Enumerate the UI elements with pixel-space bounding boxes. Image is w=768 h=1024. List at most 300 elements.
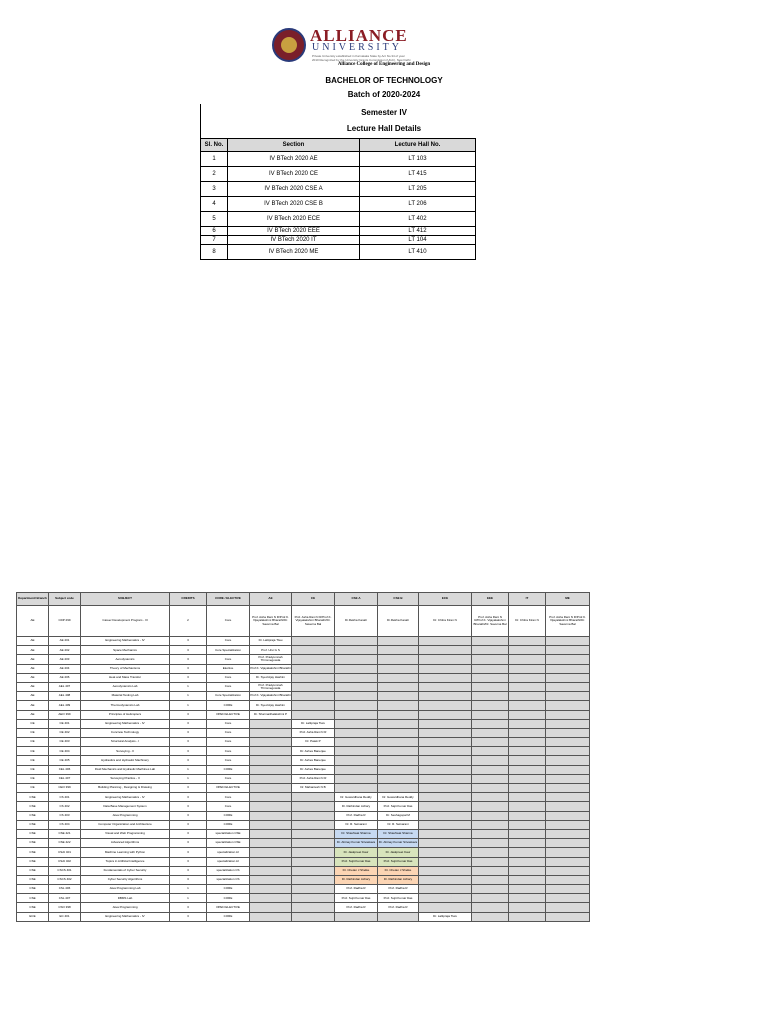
table-cell [472, 765, 509, 774]
table-cell: Dr. Gowardhana Reddy [378, 793, 419, 802]
table-cell [292, 885, 335, 894]
table-cell [378, 738, 419, 747]
column-header: CREDITS [170, 593, 207, 606]
table-cell [335, 655, 378, 664]
table-row [17, 793, 590, 802]
table-cell: Surveying Practice - II [81, 774, 170, 783]
table-cell: Thermodynamics Lab [81, 701, 170, 710]
table-cell [250, 811, 292, 820]
program-title: BACHELOR OF TECHNOLOGY [325, 76, 443, 85]
table-cell: CSE [17, 903, 49, 912]
table-cell [419, 820, 472, 829]
table-cell [292, 682, 335, 691]
table-row [17, 802, 590, 811]
table-cell: CE 401 [49, 719, 81, 728]
table-cell: Prof. Pradyumnah Thimmegowda [250, 682, 292, 691]
table-cell [472, 839, 509, 848]
table-cell [419, 664, 472, 673]
table-row [17, 839, 590, 848]
table-cell: Dr. Shashwat Sharma [335, 829, 378, 838]
column-header: CSE B [378, 593, 419, 606]
table-cell: CORE [207, 811, 250, 820]
column-header: SUBJECT [81, 593, 170, 606]
table-cell: 3 [170, 664, 207, 673]
table-cell: Dr. Chetan J Shelke [378, 866, 419, 875]
table-cell: 3 [170, 875, 207, 884]
table-cell: specialization CSE [207, 839, 250, 848]
table-cell [292, 655, 335, 664]
table-cell: AE [17, 637, 49, 646]
table-cell: Core [207, 756, 250, 765]
table-cell [292, 793, 335, 802]
table-cell: CSAI 402 [49, 857, 81, 866]
table-cell: CSE 421 [49, 829, 81, 838]
table-cell: Prof. Radha R [335, 885, 378, 894]
table-cell [250, 912, 292, 921]
table-cell: IV BTech 2020 EEE [228, 227, 360, 236]
table-cell [472, 701, 509, 710]
table-cell [472, 802, 509, 811]
table-cell [546, 811, 590, 820]
table-cell [472, 894, 509, 903]
column-header: ME [546, 593, 590, 606]
table-cell [419, 692, 472, 701]
table-header-row [201, 139, 476, 152]
table-cell: Java Programming [81, 811, 170, 820]
table-cell: 1 [170, 894, 207, 903]
table-row [201, 236, 476, 245]
column-header: Lecture Hall No. [360, 139, 476, 152]
table-cell: CEL 406 [49, 765, 81, 774]
table-cell [509, 747, 546, 756]
table-cell [509, 682, 546, 691]
table-cell: Core [207, 802, 250, 811]
table-cell: LT 402 [360, 212, 476, 227]
table-row [17, 673, 590, 682]
table-cell [546, 728, 590, 737]
table-cell: Elective [207, 664, 250, 673]
table-cell [546, 903, 590, 912]
table-cell: Aerodynamics Lab [81, 682, 170, 691]
table-cell: Prof. Sujit Kumar Das [335, 894, 378, 903]
table-cell: CSL 407 [49, 894, 81, 903]
table-cell: IV BTech 2020 ECE [228, 212, 360, 227]
table-cell: CSE [17, 857, 49, 866]
table-cell: OPEN ELECTIVE [207, 903, 250, 912]
table-cell: CS 402 [49, 802, 81, 811]
table-cell [292, 848, 335, 857]
table-cell: 1 [170, 765, 207, 774]
table-cell [335, 784, 378, 793]
table-cell [250, 756, 292, 765]
table-cell [250, 885, 292, 894]
table-cell: Prof. Asha Rani N R/Prof.K. Vijayalakshmi Bharathi/Dr. Saverna Bal [250, 606, 292, 637]
table-cell: AE [17, 673, 49, 682]
table-cell: Dr. Chitra Kiran N [419, 606, 472, 637]
table-cell: CSE [17, 839, 49, 848]
table-cell [546, 839, 590, 848]
table-cell [419, 765, 472, 774]
table-cell [292, 894, 335, 903]
table-cell: Surveying - II [81, 747, 170, 756]
table-cell [378, 682, 419, 691]
table-cell [509, 655, 546, 664]
table-row [17, 664, 590, 673]
table-cell: Dr. Chitra Kiran N [509, 606, 546, 637]
table-cell [335, 682, 378, 691]
table-cell [378, 784, 419, 793]
table-cell: Core [207, 606, 250, 637]
table-cell [335, 646, 378, 655]
table-cell: OPEN ELECTIVE [207, 784, 250, 793]
table-cell: Dr. Chetan J Shelke [335, 866, 378, 875]
table-cell: CSE 422 [49, 839, 81, 848]
table-cell: 3 [170, 839, 207, 848]
table-cell [472, 912, 509, 921]
table-cell [378, 747, 419, 756]
table-cell [472, 784, 509, 793]
table-cell [509, 637, 546, 646]
table-cell: 1 [201, 152, 228, 167]
table-cell [419, 839, 472, 848]
table-cell [546, 866, 590, 875]
table-cell: CEO 399 [49, 784, 81, 793]
table-cell: Dr. Seshagopal M [378, 811, 419, 820]
table-cell [250, 738, 292, 747]
table-cell [509, 710, 546, 719]
table-cell [509, 774, 546, 783]
table-cell: CE 404 [49, 747, 81, 756]
table-cell: Engineering Mathematics - IV [81, 793, 170, 802]
table-cell: Principles of Helicopters [81, 710, 170, 719]
table-cell [250, 820, 292, 829]
table-cell [292, 829, 335, 838]
table-cell [546, 802, 590, 811]
table-cell [546, 701, 590, 710]
table-cell: CSCS 402 [49, 875, 81, 884]
table-row [17, 606, 590, 637]
table-cell [546, 912, 590, 921]
table-cell: CORE [207, 912, 250, 921]
table-cell [546, 692, 590, 701]
table-cell: Building Planning , Designing & Drawing [81, 784, 170, 793]
table-cell: specialization AI [207, 848, 250, 857]
table-cell: 3 [170, 820, 207, 829]
table-cell [509, 692, 546, 701]
table-cell: CDP 299 [49, 606, 81, 637]
table-cell: IV BTech 2020 ME [228, 245, 360, 260]
table-cell: Dr.Rekha Kanah [335, 606, 378, 637]
table-cell: CEL 407 [49, 774, 81, 783]
table-row [17, 747, 590, 756]
table-cell [335, 664, 378, 673]
table-cell [292, 866, 335, 875]
table-cell [292, 664, 335, 673]
table-cell: AE [17, 692, 49, 701]
table-cell: CORE [207, 765, 250, 774]
table-cell: 4 [201, 197, 228, 212]
table-row [17, 701, 590, 710]
table-cell: Dr. R. Selvarani [378, 820, 419, 829]
table-cell: Aerodynamics [81, 655, 170, 664]
table-cell: Prof. Radha R [378, 903, 419, 912]
table-cell [472, 903, 509, 912]
table-cell: CSE [17, 866, 49, 875]
table-cell: 3 [170, 857, 207, 866]
table-cell: Dr. Ashes Banerjee [292, 756, 335, 765]
table-cell [250, 793, 292, 802]
table-cell [546, 756, 590, 765]
table-cell [419, 719, 472, 728]
table-cell [546, 673, 590, 682]
table-cell [250, 829, 292, 838]
table-cell [335, 747, 378, 756]
table-cell: CE 402 [49, 728, 81, 737]
table-cell [335, 710, 378, 719]
table-cell [419, 738, 472, 747]
table-cell [509, 857, 546, 866]
table-cell [378, 701, 419, 710]
table-cell: 3 [170, 710, 207, 719]
table-cell [250, 866, 292, 875]
table-cell: Prof. Pradyumnah Thimmegowda [250, 655, 292, 664]
table-cell: Dr. Patek P [292, 738, 335, 747]
table-cell [419, 701, 472, 710]
table-cell [472, 682, 509, 691]
table-cell [419, 673, 472, 682]
table-cell: OPEN ELECTIVE [207, 710, 250, 719]
table-cell: 3 [170, 646, 207, 655]
table-cell: Core [207, 793, 250, 802]
table-cell: 3 [170, 903, 207, 912]
table-cell: 3 [201, 182, 228, 197]
logo-caption: Private University established in Karnataka State by Act No.34 of year 2010 Recognized by the University Grants Commission (UGC), New Delhi [312, 54, 411, 62]
table-cell [292, 839, 335, 848]
table-cell: CSE [17, 894, 49, 903]
table-cell: Dr. Abinay Kumar Srivastava [378, 839, 419, 848]
column-header: Department/ Branch [17, 593, 49, 606]
table-cell [509, 738, 546, 747]
table-cell [509, 894, 546, 903]
table-cell: specialization CSE [207, 829, 250, 838]
table-cell: IV BTech 2020 CSE B [228, 197, 360, 212]
table-cell [509, 701, 546, 710]
table-row [17, 646, 590, 655]
table-cell [472, 637, 509, 646]
table-cell: Dr. Rathindan Achary [335, 875, 378, 884]
table-cell [250, 857, 292, 866]
table-cell [472, 664, 509, 673]
table-cell [546, 710, 590, 719]
table-cell: ECE [17, 912, 49, 921]
table-cell: CE 403 [49, 738, 81, 747]
table-cell [509, 820, 546, 829]
table-cell: CSO 398 [49, 903, 81, 912]
table-cell [472, 673, 509, 682]
table-row [17, 829, 590, 838]
table-cell [509, 765, 546, 774]
table-cell [250, 728, 292, 737]
table-cell: specialization CS [207, 875, 250, 884]
table-cell: IV BTech 2020 CE [228, 167, 360, 182]
column-header: AE [250, 593, 292, 606]
table-cell: Machine Learning with Python [81, 848, 170, 857]
table-cell: CSE [17, 848, 49, 857]
table-cell: Prof. Asha Rani N R/Prof.K. Vijayalakshmi Bharathi/Dr. Saverna Bal [292, 606, 335, 637]
table-cell: CSE [17, 793, 49, 802]
table-cell: AEL 407 [49, 682, 81, 691]
table-cell: Prof. Radha R [378, 885, 419, 894]
table-cell [546, 719, 590, 728]
table-cell: specialization CS [207, 866, 250, 875]
table-cell: LT 205 [360, 182, 476, 197]
table-cell: Material Testing Lab [81, 692, 170, 701]
table-cell [546, 664, 590, 673]
table-row [17, 756, 590, 765]
table-cell [292, 857, 335, 866]
table-cell [250, 719, 292, 728]
table-cell [250, 875, 292, 884]
table-cell: Hydraulics and Hydraulic Machinery [81, 756, 170, 765]
table-cell: 5 [201, 212, 228, 227]
table-cell: Prof. Asha Rani N R/Prof.K. Vijayalakshmi Bharathi/Dr. Saverna Bal [546, 606, 590, 637]
table-cell: 7 [201, 236, 228, 245]
table-cell [419, 646, 472, 655]
table-cell [472, 857, 509, 866]
table-cell: Dr. Mahantesh N B [292, 784, 335, 793]
table-cell: 1 [170, 682, 207, 691]
table-cell: AE [17, 710, 49, 719]
table-cell: CE 405 [49, 756, 81, 765]
table-cell [378, 673, 419, 682]
table-cell [378, 655, 419, 664]
table-cell: IV BTech 2020 CSE A [228, 182, 360, 197]
table-cell: 3 [170, 784, 207, 793]
table-cell: DBMS Lab [81, 894, 170, 903]
table-cell: AE [17, 664, 49, 673]
table-cell [472, 820, 509, 829]
table-cell [292, 646, 335, 655]
table-cell: CSCS 401 [49, 866, 81, 875]
table-cell: 6 [201, 227, 228, 236]
table-cell: Dr.Rekha Kanah [378, 606, 419, 637]
table-cell [509, 903, 546, 912]
table-cell [509, 875, 546, 884]
table-cell [419, 894, 472, 903]
table-cell: 3 [170, 829, 207, 838]
table-cell: 1 [170, 692, 207, 701]
table-cell [292, 637, 335, 646]
table-cell [419, 857, 472, 866]
table-row [17, 774, 590, 783]
table-cell [250, 839, 292, 848]
table-cell [250, 802, 292, 811]
table-cell: CE [17, 728, 49, 737]
subject-allocation-table [16, 592, 590, 922]
table-row [17, 728, 590, 737]
table-cell: Dr. Shashwat Sharma [378, 829, 419, 838]
table-cell: Java Programming Lab [81, 885, 170, 894]
table-cell: AE [17, 606, 49, 637]
table-cell [509, 829, 546, 838]
table-cell: 1 [170, 774, 207, 783]
table-row [17, 875, 590, 884]
table-cell [509, 912, 546, 921]
table-cell [472, 719, 509, 728]
table-cell: CS 404 [49, 820, 81, 829]
table-cell [335, 701, 378, 710]
table-cell [378, 692, 419, 701]
table-row [201, 197, 476, 212]
table-cell: LT 206 [360, 197, 476, 212]
table-cell [419, 811, 472, 820]
table-cell: Core [207, 673, 250, 682]
column-header: ECE [419, 593, 472, 606]
table-cell: Prof. Radha R [335, 811, 378, 820]
table-cell: Career Development Program - III [81, 606, 170, 637]
table-cell: AE [17, 655, 49, 664]
table-cell: Prof. Sujit Kumar Das [378, 857, 419, 866]
table-cell [378, 912, 419, 921]
table-cell: CORE [207, 820, 250, 829]
table-cell [292, 701, 335, 710]
table-cell [472, 793, 509, 802]
table-cell: Dr. Syed Ajay Hashim [250, 701, 292, 710]
table-cell [472, 774, 509, 783]
table-cell: Core [207, 655, 250, 664]
table-cell [509, 848, 546, 857]
table-row [17, 637, 590, 646]
table-cell: LT 412 [360, 227, 476, 236]
university-seal-icon [272, 28, 306, 62]
table-cell: Core [207, 738, 250, 747]
table-cell [419, 866, 472, 875]
table-cell: CE [17, 747, 49, 756]
table-cell [419, 655, 472, 664]
table-cell [419, 710, 472, 719]
table-cell: Core [207, 728, 250, 737]
table-cell [419, 728, 472, 737]
table-cell: Prof. Sujit Kumar Das [378, 894, 419, 903]
semester-title: Semester IV [361, 108, 407, 117]
table-cell [378, 719, 419, 728]
table-cell: 3 [170, 747, 207, 756]
table-cell: Dr. R. Selvarani [335, 820, 378, 829]
table-cell [509, 756, 546, 765]
table-cell [509, 646, 546, 655]
table-cell [335, 692, 378, 701]
column-header: IT [509, 593, 546, 606]
table-row [201, 182, 476, 197]
table-cell [378, 756, 419, 765]
table-cell: AE 404 [49, 664, 81, 673]
table-cell [335, 719, 378, 728]
table-row [201, 167, 476, 182]
table-cell: AE [17, 682, 49, 691]
table-cell: AE [17, 646, 49, 655]
table-cell: Dr. Ashes Banerjee [292, 747, 335, 756]
table-cell: Prof. Asha Rani N R [292, 728, 335, 737]
table-cell [250, 765, 292, 774]
table-cell: CE [17, 774, 49, 783]
table-cell [546, 747, 590, 756]
table-row [17, 866, 590, 875]
logo-university: UNIVERSITY [312, 42, 402, 53]
table-row [17, 857, 590, 866]
table-cell [250, 903, 292, 912]
table-cell: Dr. Rathindan Achary [335, 802, 378, 811]
table-cell [546, 848, 590, 857]
